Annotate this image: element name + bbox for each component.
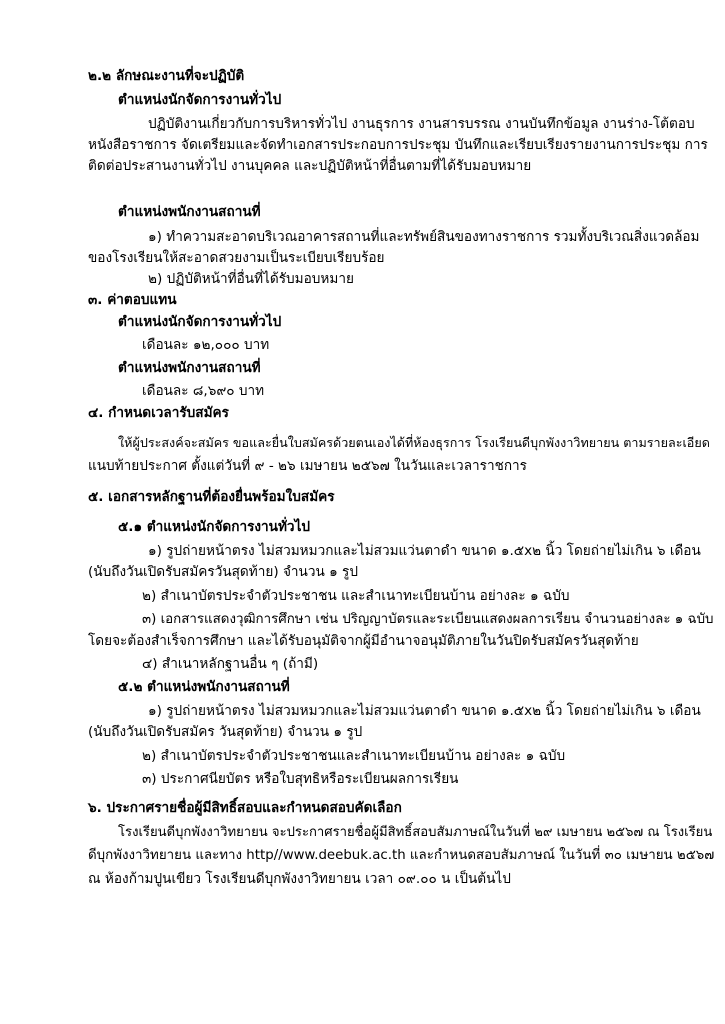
exam-announcement-line: โรงเรียนดีบุกพังงาวิทยายน จะประกาศรายชื่อผู้มีสิทธิ์สอบสัมภาษณ์ในวันที่ ๒๙ เมษายน ๒๕๖๗ ณ โรงเรียน [118,825,713,840]
compensation-general-admin-title: ตำแหน่งนักจัดการงานทั่วไป [118,314,282,330]
exam-announcement-line: ณ ห้องก้ามปูนเขียว โรงเรียนดีบุกพังงาวิทยายน เวลา ๐๙.๐๐ น เป็นต้นไป [88,871,511,887]
compensation-janitor-salary: เดือนละ ๘,๖๙๐ บาท [142,383,265,399]
general-admin-duty-line: ติดต่อประสานงานทั่วไป งานบุคคล และปฏิบัติหน้าที่อื่นตามที่ได้รับมอบหมาย [88,158,532,174]
general-admin-duty-line: หนังสือราชการ จัดเตรียมและจัดทำเอกสารประกอบการประชุม บันทึกและเรียบเรียงรายงานการประชุม การ [88,137,708,153]
section-5-heading: ๕. เอกสารหลักฐานที่ต้องยื่นพร้อมใบสมัคร [88,489,335,505]
section-4-heading: ๔. กำหนดเวลารับสมัคร [88,405,229,421]
document-requirement-line: ๑) รูปถ่ายหน้าตรง ไม่สวมหมวกและไม่สวมแว่นตาดำ ขนาด ๑.๕x๒ นิ้ว โดยถ่ายไม่เกิน ๖ เดือน [148,543,701,559]
document-requirement-line: (นับถึงวันเปิดรับสมัครวันสุดท้าย) จำนวน ๑ รูป [88,564,358,580]
section-3-heading: ๓. ค่าตอบแทน [88,292,177,308]
document-requirement-line: ๑) รูปถ่ายหน้าตรง ไม่สวมหมวกและไม่สวมแว่นตาดำ ขนาด ๑.๕x๒ นิ้ว โดยถ่ายไม่เกิน ๖ เดือน [148,703,701,719]
exam-announcement-line: ดีบุกพังงาวิทยายน และทาง http//www.deebuk.ac.th และกำหนดสอบสัมภาษณ์ ในวันที่ ๓๐ เมษายน ๒๕๖๗ [88,848,715,863]
document-requirement-line: โดยจะต้องสำเร็จการศึกษา และได้รับอนุมัติจากผู้มีอำนาจอนุมัติภายในวันปิดรับสมัครวันสุดท้าย [88,633,639,649]
document-requirement-line: (นับถึงวันเปิดรับสมัคร วันสุดท้าย) จำนวน ๑ รูป [88,724,363,740]
document-requirement-line: ๔) สำเนาหลักฐานอื่น ๆ (ถ้ามี) [142,656,319,672]
general-admin-title: ตำแหน่งนักจัดการงานทั่วไป [118,92,282,108]
document-requirement-line: ๓) ประกาศนียบัตร หรือใบสุทธิหรือระเบียนผลการเรียน [142,771,459,787]
application-period-line: ให้ผู้ประสงค์จะสมัคร ขอและยื่นใบสมัครด้วยตนเองได้ที่ห้องธุรการ โรงเรียนดีบุกพังงาวิทยายน ตามรายละเอียด [118,435,710,450]
janitor-title: ตำแหน่งพนักงานสถานที่ [118,204,261,220]
section-6-heading: ๖. ประกาศรายชื่อผู้มีสิทธิ์สอบและกำหนดสอบคัดเลือก [88,800,402,816]
section-2-2-heading: ๒.๒ ลักษณะงานที่จะปฏิบัติ [88,68,245,84]
janitor-duty-line: ๒) ปฏิบัติหน้าที่อื่นที่ได้รับมอบหมาย [148,271,354,287]
application-period-line: แนบท้ายประกาศ ตั้งแต่วันที่ ๙ - ๒๖ เมษายน ๒๕๖๗ ในวันและเวลาราชการ [88,458,527,474]
compensation-janitor-title: ตำแหน่งพนักงานสถานที่ [118,360,261,376]
document-requirement-line: ๒) สำเนาบัตรประจำตัวประชาชน และสำเนาทะเบียนบ้าน อย่างละ ๑ ฉบับ [142,588,570,604]
compensation-general-admin-salary: เดือนละ ๑๒,๐๐๐ บาท [142,337,270,353]
section-5-2-heading: ๕.๒ ตำแหน่งพนักงานสถานที่ [118,679,290,695]
document-requirement-line: ๒) สำเนาบัตรประจำตัวประชาชนและสำเนาทะเบียนบ้าน อย่างละ ๑ ฉบับ [142,748,566,764]
janitor-duty-line: ของโรงเรียนให้สะอาดสวยงามเป็นระเบียบเรียบร้อย [88,250,385,266]
section-5-1-heading: ๕.๑ ตำแหน่งนักจัดการงานทั่วไป [118,519,311,535]
janitor-duty-line: ๑) ทำความสะอาดบริเวณอาคารสถานที่และทรัพย์สินของทางราชการ รวมทั้งบริเวณสิ่งแวดล้อม [148,229,700,245]
document-requirement-line: ๓) เอกสารแสดงวุฒิการศึกษา เช่น ปริญญาบัตรและระเบียนแสดงผลการเรียน จำนวนอย่างละ ๑ ฉบับ [142,612,714,627]
general-admin-duty-line: ปฏิบัติงานเกี่ยวกับการบริหารทั่วไป งานธุรการ งานสารบรรณ งานบันทึกข้อมูล งานร่าง-โต้ตอบ [148,116,695,132]
